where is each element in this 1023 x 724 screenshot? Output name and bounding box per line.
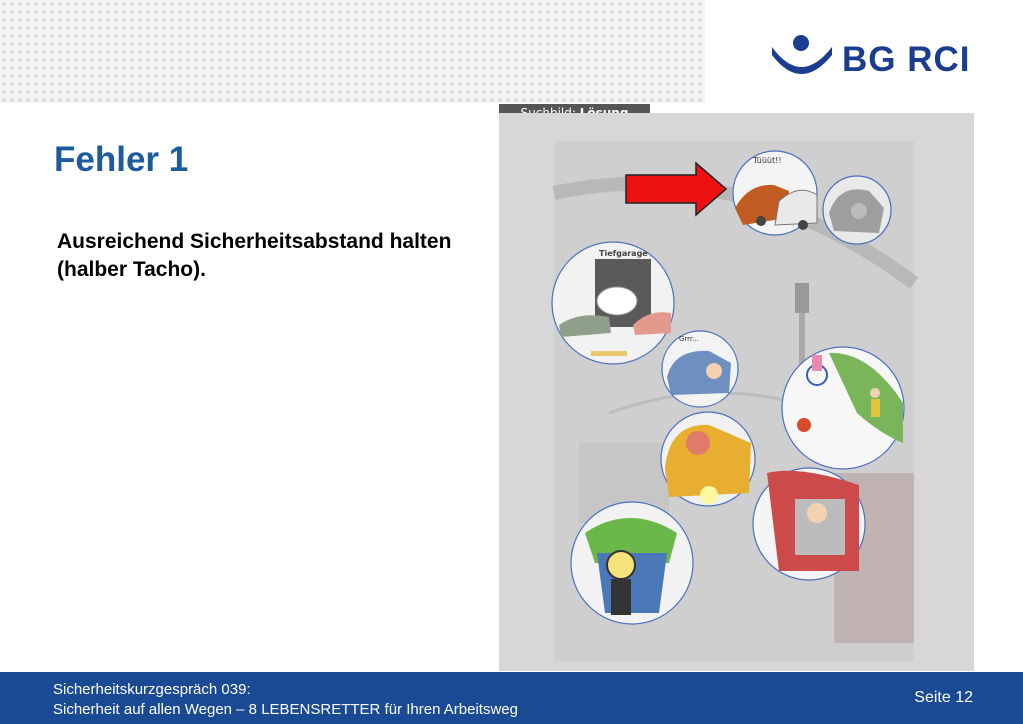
slide-title: Fehler 1 [54,140,189,179]
header-dot-pattern [0,0,705,103]
sign-text: Tiefgarage [599,249,648,258]
bubble-driver-top-right [823,176,891,244]
footer-line-2: Sicherheit auf allen Wegen – 8 LEBENSRETTER für Ihren Arbeitsweg [53,701,518,718]
bubble-driver-red-car [753,468,865,580]
bubble-cyclist-child [782,347,904,469]
bubble-text-top: Tüüüt!! [753,156,782,165]
bubble-motorcycle [571,502,693,624]
bubble-angry-driver-blue-car [662,331,738,407]
slide-description: Ausreichend Sicherheitsabstand halten (halber Tacho). [57,230,452,281]
logo-symbol-icon [772,35,832,74]
bubble-text-middle: Grrr... [679,335,699,343]
bubble-tailgating-cars [733,151,817,235]
traffic-light [795,283,809,313]
bubble-parking-garage [552,242,674,364]
page-number: Seite 12 [914,689,973,706]
bubble-angry-driver-yellow-car [661,412,755,506]
search-picture [499,113,974,671]
logo-text: BG RCI [842,40,971,79]
search-picture-illustration [499,113,974,671]
footer-bar [0,672,1023,724]
footer-line-1: Sicherheitskurzgespräch 039: [53,681,251,698]
